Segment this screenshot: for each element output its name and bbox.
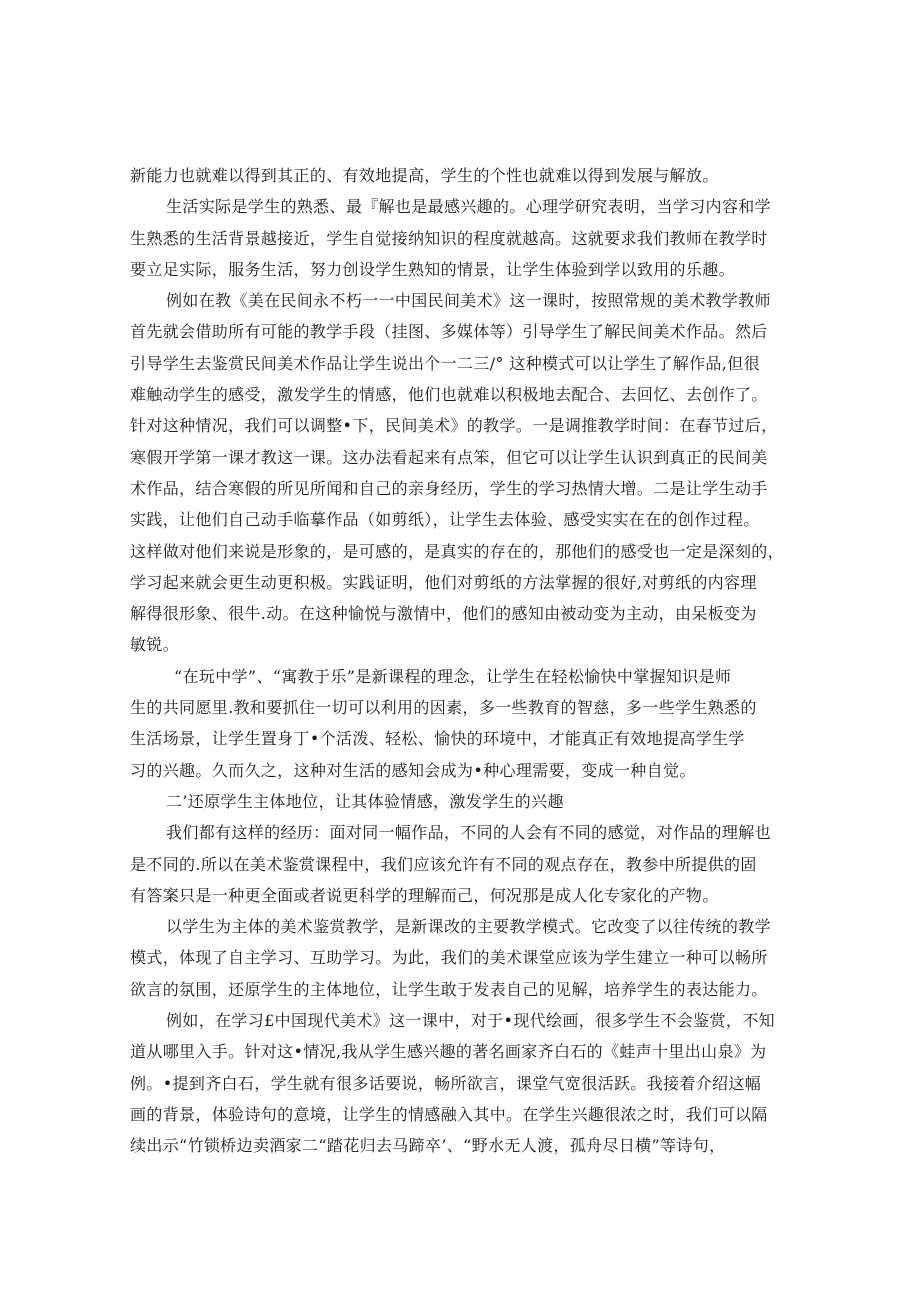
text-line: 有答案只是一种更全面或者说更科学的理解而己，何况那是成人化专家化的产物。 (130, 885, 719, 905)
text-line: 术作品，结合寒假的所见所闻和自己的亲身经历，学生的学习热情大增。二是让学生动手 (130, 478, 768, 498)
text-line: 要立足实际，服务生活，努力创设学生熟知的情景，让学生体验到学以致用的乐趣。 (130, 259, 735, 279)
text-line: 习的兴趣。久而久之，这种对生活的感知会成为•种心理需要，变成一种自觉。 (130, 760, 696, 780)
text-line: 生活场景，让学生置身丁•个活泼、轻松、愉快的环境中，才能真正有效地提高学生学 (130, 729, 745, 749)
text-line: 新能力也就难以得到其正的、有效地提高，学生的个性也就难以得到发展与解放。 (130, 166, 719, 185)
text-line: 以学生为主体的美术鉴赏教学，是新课改的主要教学模式。它改变了以往传统的教学 (166, 917, 771, 937)
text-line: 欲言的氛围，还原学生的主体地位，让学生敢于发表自己的见解，培养学生的表达能力。 (130, 979, 768, 999)
text-line: 道从哪里入手。针对这•情况,我从学生感兴趣的著名画家齐白石的《蛙声十里出山泉》为 (130, 1042, 767, 1062)
text-line: 这样做对他们来说是形象的，是可感的，是真实的存在的，那他们的感受也一定是深刻的， (130, 541, 785, 561)
text-line: 模式，体现了自主学习、互助学习。为此，我们的美术课堂应该为学生建立一种可以畅所 (130, 948, 768, 968)
text-line: 例。•提到齐白石，学生就有很多话要说，畅所欲言，课堂气宽很活跃。我接着介绍这幅 (130, 1073, 762, 1093)
text-line: 实践，让他们自己动手临摹作品（如剪纸），让学生去体验、感受实实在在的创作过程。 (130, 510, 760, 530)
text-line: 我们都有这样的经历：面对同一幅作品，不同的人会有不同的感觉，对作品的理解也 (166, 823, 771, 843)
text-line: 生的共同愿里.教和要抓住一切可以利用的因素，多一些教育的智慈，多一些学生熟悉的 (130, 698, 757, 718)
document-body (130, 160, 795, 1162)
text-line: 例如，在学习£中国现代美术》这一课中，对于•现代绘画，很多学生不会鉴赏，不知 (166, 1011, 775, 1031)
text-line: 敏锐。 (130, 635, 180, 655)
text-line: 是不同的.所以在美术鉴赏课程中，我们应该允许有不同的观点存在，教参中所提供的固 (130, 854, 757, 874)
text-line: 生活实际是学生的熟悉、最『解也是最感兴趣的。心理学研究表明，当学习内容和学 (166, 197, 771, 217)
text-line: 续出示“竹锁桥边卖酒家二“踏花归去马蹄卒’、“野水无人渡，孤舟尽日横”等诗句， (130, 1136, 726, 1156)
text-line: 生熟悉的生活背景越接近，学生自觉接纳知识的程度就越高。这就要求我们教师在教学时 (130, 228, 768, 248)
text-line: “在玩中学”、“寓教于乐”是新课程的理念，让学生在轻松愉快中掌握知识是师 (174, 666, 732, 686)
text-line: 难触动学生的感受，激发学生的情感，他们也就难以积极地去配合、去回忆、去创作了。 (130, 385, 768, 405)
text-line: 寒假开学第一课才教这一课。这办法看起来有点笨，但它可以让学生认识到真正的民间美 (130, 447, 768, 467)
text-line: 画的背景，体验诗句的意境，让学生的情感融入其中。在学生兴趣很浓之时，我们可以隔 (130, 1104, 768, 1124)
text-line: 例如在教《美在民间永不朽一一中国民间美术》这一课时，按照常规的美术教学教师 (166, 291, 771, 311)
text-line: 针对这种情况，我们可以调整•下，民间美术》的教学。一是调推教学时间：在春节过后， (130, 416, 778, 436)
text-line: 首先就会借助所有可能的教学手段（挂图、多媒体等）引导学生了解民间美术作品。然后 (130, 322, 768, 342)
text-line: 学习起来就会更生动更积极。实践证明，他们对剪纸的方法掌握的很好,对剪纸的内容理 (130, 572, 757, 592)
text-line: 引导学生去鉴赏民间美术作品让学生说出个一二三/° 这种模式可以让学生了解作品,但很 (130, 353, 760, 373)
text-line: 解得很形象、很牛.动。在这种愉悦与激情中，他们的感知由被动变为主动，由呆板变为 (130, 604, 757, 624)
text-line: 二’还原学生主体地位，让其体验情感，激发学生的兴趣 (166, 791, 564, 811)
